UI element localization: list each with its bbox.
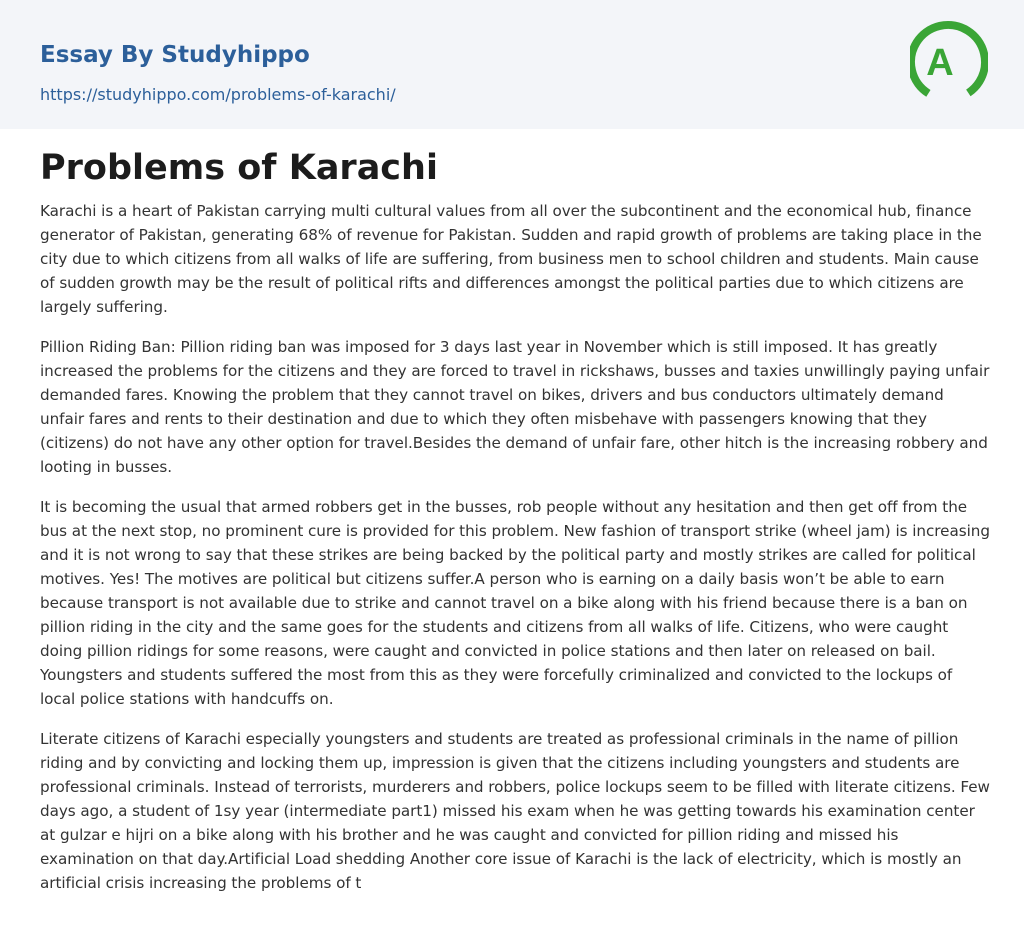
article: [40, 145, 990, 911]
logo-letter: A: [926, 42, 954, 84]
paragraph-2: Pillion Riding Ban: Pillion riding ban was imposed for 3 days last year in November which is still imposed. It has greatly increased the problems for the citizens and they are forced to travel in rickshaws, busses and taxies unwillingly paying unfair demanded fares. Knowing the problem that they cannot travel on bikes, drivers and bus conductors ultimately demand unfair fares and rents to their destination and due to which they often misbehave with passengers knowing that they (citizens) do not have any other option for travel.Besides the demand of unfair fare, other hitch is the increasing robbery and looting in busses.: [40, 338, 990, 476]
paragraph-1: Karachi is a heart of Pakistan carrying multi cultural values from all over the subcontinent and the economical hub, finance generator of Pakistan, generating 68% of revenue for Pakistan. Sudden and rapid growth of problems are taking place in the city due to which citizens from all walks of life are suffering, from business men to school children and students. Main cause of sudden growth may be the result of political rifts and differences amongst the political parties due to which citizens are largely suffering.: [40, 202, 982, 316]
essay-url-link[interactable]: https://studyhippo.com/problems-of-karachi/: [40, 85, 396, 104]
studyhippo-logo-icon[interactable]: [910, 18, 988, 106]
site-brand[interactable]: Essay By Studyhippo: [40, 42, 310, 68]
paragraph-4: Literate citizens of Karachi especially youngsters and students are treated as professional criminals in the name of pillion riding and by convicting and locking them up, impression is given that the citizens including youngsters and students are professional criminals. Instead of terrorists, murderers and robbers, police lockups seem to be filled with literate citizens. Few days ago, a student of 1sy year (intermediate part1) missed his exam when he was getting towards his examination center at gulzar e hijri on a bike along with his brother and he was caught and convicted for pillion riding and missed his examination on that day.Artificial Load shedding Another core issue of Karachi is the lack of electricity, which is mostly an artificial crisis increasing the problems of t: [40, 730, 990, 892]
page-title: Problems of Karachi: [40, 148, 438, 188]
paragraph-3: It is becoming the usual that armed robbers get in the busses, rob people without any hesitation and then get off from the bus at the next stop, no prominent cure is provided for this problem. New fashion of transport strike (wheel jam) is increasing and it is not wrong to say that these strikes are being backed by the political party and mostly strikes are called for political motives. Yes! The motives are political but citizens suffer.A person who is earning on a daily basis won’t be able to earn because transport is not available due to strike and cannot travel on a bike along with his friend because there is a ban on pillion riding in the city and the same goes for the students and citizens from all walks of life. Citizens, who were caught doing pillion ridings for some reasons, were caught and convicted in police stations and then later on released on bail. Youngsters and students suffered the most from this as they were forcefully criminalized and convicted to the lockups of local police stations with handcuffs on.: [40, 498, 990, 708]
site-header: [0, 0, 1024, 129]
